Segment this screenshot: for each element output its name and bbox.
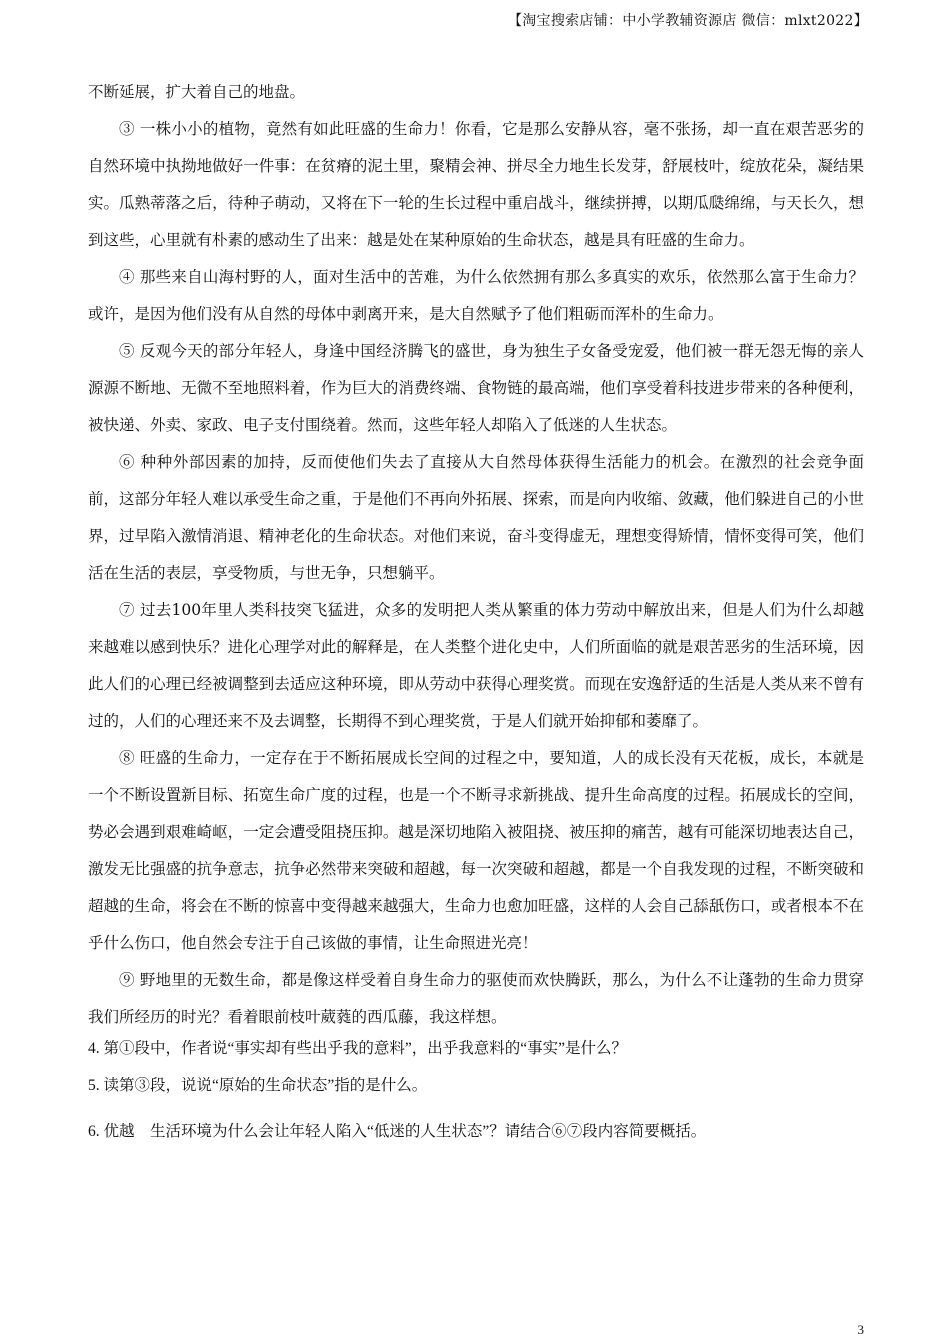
paragraph-6: ⑥ 种种外部因素的加持，反而使他们失去了直接从大自然母体获得生活能力的机会。在激烈的社会竞争面前，这部分年轻人难以承受生命之重，于是他们不再向外拓展、探索，而是向内收缩、敛藏，他们躲进自己的小世界，过早陷入激情消退、精神老化的生命状态。对他们来说，奋斗变得虚无，理想变得矫情，情怀变得可笑，他们活在生活的表层，享受物质，与世无争，只想躺平。 (88, 453, 864, 582)
paragraph-5: ⑤ 反观今天的部分年轻人，身逢中国经济腾飞的盛世，身为独生子女备受宠爱，他们被一群无怨无悔的亲人源源不断地、无微不至地照料着，作为巨大的消费终端、食物链的最高端，他们享受着科技进步带来的各种便利，被快递、外卖、家政、电子支付围绕着。然而，这些年轻人却陷入了低迷的人生状态。 (88, 342, 864, 434)
paragraph-9: ⑨ 野地里的无数生命，都是像这样受着自身生命力的驱使而欢快腾跃，那么，为什么不让蓬勃的生命力贯穿我们所经历的时光？看着眼前枝叶葳蕤的西瓜藤，我这样想。 (88, 971, 864, 1026)
header-watermark-note: 【淘宝搜索店铺：中小学教辅资源店 微信：mlxt2022】 (507, 13, 868, 29)
paragraph-continuation: 不断延展，扩大着自己的地盘。 (88, 83, 306, 101)
page-number: 3 (857, 1322, 864, 1337)
paragraph-3: ③ 一株小小的植物，竟然有如此旺盛的生命力！你看，它是那么安静从容，毫不张扬，却一直在艰苦恶劣的自然环境中执拗地做好一件事：在贫瘠的泥土里，聚精会神、拼尽全力地生长发芽，舒展枝叶，绽放花朵，凝结果实。瓜熟蒂落之后，待种子萌动，又将在下一轮的生长过程中重启战斗，继续拼搏，以期瓜瓞绵绵，与天长久，想到这些，心里就有朴素的感动生了出来：越是处在某种原始的生命状态，越是具有旺盛的生命力。 (88, 120, 864, 249)
question-4: 4. 第①段中，作者说“事实却有些出乎我的意料”，出乎我意料的“事实”是什么？ (88, 1040, 628, 1057)
paragraph-7: ⑦ 过去100年里人类科技突飞猛进，众多的发明把人类从繁重的体力劳动中解放出来，但是人们为什么却越来越难以感到快乐？进化心理学对此的解释是，在人类整个进化史中，人们所面临的就是艰苦恶劣的生活环境，因此人们的心理已经被调整到去适应这种环境，即从劳动中获得心理奖赏。而现在安逸舒适的生活是人类从来不曾有过的，人们的心理还来不及去调整，长期得不到心理奖赏，于是人们就开始抑郁和萎靡了。 (88, 601, 864, 730)
document-body (88, 74, 864, 1145)
paragraph-8: ⑧ 旺盛的生命力，一定存在于不断拓展成长空间的过程之中，要知道，人的成长没有天花板，成长，本就是一个不断设置新目标、拓宽生命广度的过程，也是一个不断寻求新挑战、提升生命高度的过程。拓展成长的空间，势必会遇到艰难崎岖，一定会遭受阻挠压抑。越是深切地陷入被阻挠、被压抑的痛苦，越有可能深切地表达自己，激发无比强盛的抗争意志，抗争必然带来突破和超越，每一次突破和超越，都是一个自我发现的过程，不断突破和超越的生命，将会在不断的惊喜中变得越来越强大，生命力也愈加旺盛，这样的人会自己舔舐伤口，或者根本不在乎什么伤口，他自然会专注于自己该做的事情，让生命照进光亮！ (88, 749, 864, 952)
paragraph-4: ④ 那些来自山海村野的人，面对生活中的苦难，为什么依然拥有那么多真实的欢乐，依然那么富于生命力？或许，是因为他们没有从自然的母体中剥离开来，是大自然赋予了他们粗砺而浑朴的生命力。 (88, 268, 864, 323)
question-6: 6. 优越 生活环境为什么会让年轻人陷入“低迷的人生状态”？请结合⑥⑦段内容简要概括。 (88, 1123, 707, 1140)
question-5: 5. 读第③段，说说“原始的生命状态”指的是什么。 (88, 1077, 428, 1094)
